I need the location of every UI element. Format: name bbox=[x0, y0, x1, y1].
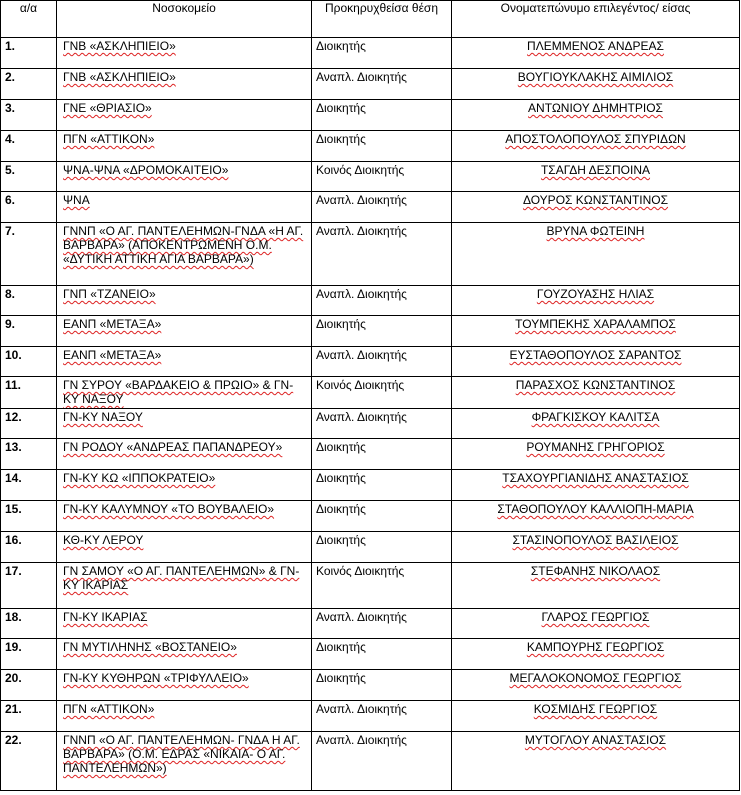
row-number: 7. bbox=[1, 223, 57, 286]
hospital-cell: ΨΝΑ bbox=[57, 192, 312, 223]
appointee-name-cell: ΣΤΕΦΑΝΗΣ ΝΙΚΟΛΑΟΣ bbox=[452, 563, 740, 609]
table-row bbox=[1, 501, 740, 532]
appointee-name-cell: ΕΥΣΤΑΘΟΠΟΥΛΟΣ ΣΑΡΑΝΤΟΣ bbox=[452, 347, 740, 377]
row-number: 13. bbox=[1, 439, 57, 470]
row-number: 2. bbox=[1, 69, 57, 100]
header-hospital: Νοσοκομείο bbox=[57, 1, 312, 38]
appointee-name-cell: ΑΝΤΩΝΙΟΥ ΔΗΜΗΤΡΙΟΣ bbox=[452, 100, 740, 131]
appointee-name-cell: ΤΣΑΧΟΥΡΓΙΑΝΙΔΗΣ ΑΝΑΣΤΑΣΙΟΣ bbox=[452, 470, 740, 501]
position-cell: Αναπλ. Διοικητής bbox=[312, 732, 452, 791]
row-number: 3. bbox=[1, 100, 57, 131]
appointee-name-cell: ΜΥΤΟΓΛΟΥ ΑΝΑΣΤΑΣΙΟΣ bbox=[452, 732, 740, 791]
table-row bbox=[1, 639, 740, 670]
appointee-name-cell: ΦΡΑΓΚΙΣΚΟΥ ΚΑΛΙΤΣΑ bbox=[452, 409, 740, 439]
appointee-name-cell: ΑΠΟΣΤΟΛΟΠΟΥΛΟΣ ΣΠΥΡΙΔΩΝ bbox=[452, 131, 740, 162]
position-cell: Αναπλ. Διοικητής bbox=[312, 192, 452, 223]
row-number: 9. bbox=[1, 316, 57, 347]
table-row bbox=[1, 223, 740, 286]
appointee-name-cell: ΚΑΜΠΟΥΡΗΣ ΓΕΩΡΓΙΟΣ bbox=[452, 639, 740, 670]
position-cell: Αναπλ. Διοικητής bbox=[312, 223, 452, 286]
row-number: 20. bbox=[1, 670, 57, 701]
header-row bbox=[1, 1, 740, 38]
position-cell: Διοικητής bbox=[312, 532, 452, 563]
hospital-cell: ΓΝ-ΚΥ ΚΥΘΗΡΩΝ «ΤΡΙΦΥΛΛΕΙΟ» bbox=[57, 670, 312, 701]
appointee-name-cell: ΤΟΥΜΠΕΚΗΣ ΧΑΡΑΛΑΜΠΟΣ bbox=[452, 316, 740, 347]
table-row bbox=[1, 701, 740, 732]
appointee-name-cell: ΡΟΥΜΑΝΗΣ ΓΡΗΓΟΡΙΟΣ bbox=[452, 439, 740, 470]
hospital-cell: ΓΝΝΠ «Ο ΑΓ. ΠΑΝΤΕΛΕΗΜΩΝ- ΓΝΔΑ Η ΑΓ. ΒΑΡΒΑΡΑ» (Ο.Μ. ΕΔΡΑΣ «ΝΙΚΑΙΑ- Ο ΑΓ. ΠΑΝΤΕΛΕΗΜΩΝ») bbox=[57, 732, 312, 791]
appointee-name-cell: ΠΑΡΑΣΧΟΣ ΚΩΝΣΤΑΝΤΙΝΟΣ bbox=[452, 377, 740, 409]
position-cell: Αναπλ. Διοικητής bbox=[312, 609, 452, 639]
table-row bbox=[1, 670, 740, 701]
appointee-name-cell: ΤΣΑΓΔΗ ΔΕΣΠΟΙΝΑ bbox=[452, 162, 740, 192]
hospital-cell: ΠΓΝ «ΑΤΤΙΚΟΝ» bbox=[57, 701, 312, 732]
position-cell: Διοικητής bbox=[312, 131, 452, 162]
position-cell: Διοικητής bbox=[312, 316, 452, 347]
hospital-cell: ΚΘ-ΚΥ ΛΕΡΟΥ bbox=[57, 532, 312, 563]
appointee-name-cell: ΔΟΥΡΟΣ ΚΩΝΣΤΑΝΤΙΝΟΣ bbox=[452, 192, 740, 223]
hospital-cell: ΕΑΝΠ «ΜΕΤΑΞΑ» bbox=[57, 347, 312, 377]
row-number: 4. bbox=[1, 131, 57, 162]
position-cell: Αναπλ. Διοικητής bbox=[312, 701, 452, 732]
position-cell: Διοικητής bbox=[312, 38, 452, 69]
position-cell: Αναπλ. Διοικητής bbox=[312, 347, 452, 377]
hospital-cell: ΓΝΒ «ΑΣΚΛΗΠΙΕΙΟ» bbox=[57, 38, 312, 69]
hospital-cell: ΓΝ-ΚΥ ΙΚΑΡΙΑΣ bbox=[57, 609, 312, 639]
row-number: 17. bbox=[1, 563, 57, 609]
table-row bbox=[1, 100, 740, 131]
row-number: 22. bbox=[1, 732, 57, 791]
row-number: 21. bbox=[1, 701, 57, 732]
position-cell: Αναπλ. Διοικητής bbox=[312, 69, 452, 100]
row-number: 8. bbox=[1, 286, 57, 316]
hospital-cell: ΓΝΝΠ «Ο ΑΓ. ΠΑΝΤΕΛΕΗΜΩΝ-ΓΝΔΑ «Η ΑΓ. ΒΑΡΒΑΡΑ» (ΑΠΟΚΕΝΤΡΩΜΕΝΗ Ο.Μ. «ΔΥΤΙΚΗ ΑΤΤΙΚΗ ΑΓΙΑ ΒΑΡΒΑΡΑ») bbox=[57, 223, 312, 286]
hospital-cell: ΓΝ ΜΥΤΙΛΗΝΗΣ «ΒΟΣΤΑΝΕΙΟ» bbox=[57, 639, 312, 670]
row-number: 1. bbox=[1, 38, 57, 69]
position-cell: Διοικητής bbox=[312, 639, 452, 670]
appointee-name-cell: ΜΕΓΑΛΟΚΟΝΟΜΟΣ ΓΕΩΡΓΙΟΣ bbox=[452, 670, 740, 701]
table-row bbox=[1, 732, 740, 791]
position-cell: Διοικητής bbox=[312, 470, 452, 501]
row-number: 18. bbox=[1, 609, 57, 639]
position-cell: Κοινός Διοικητής bbox=[312, 377, 452, 409]
table-row bbox=[1, 192, 740, 223]
row-number: 11. bbox=[1, 377, 57, 409]
table-row bbox=[1, 532, 740, 563]
table-row bbox=[1, 377, 740, 409]
appointee-name-cell: ΓΛΑΡΟΣ ΓΕΩΡΓΙΟΣ bbox=[452, 609, 740, 639]
position-cell: Διοικητής bbox=[312, 100, 452, 131]
header-position: Προκηρυχθείσα θέση bbox=[312, 1, 452, 38]
hospital-cell: ΓΝ ΡΟΔΟΥ «ΑΝΔΡΕΑΣ ΠΑΠΑΝΔΡΕΟΥ» bbox=[57, 439, 312, 470]
table-row bbox=[1, 563, 740, 609]
appointee-name-cell: ΠΛΕΜΜΕΝΟΣ ΑΝΔΡΕΑΣ bbox=[452, 38, 740, 69]
header-name: Ονοματεπώνυμο επιλεγέντος/ είσας bbox=[452, 1, 740, 38]
position-cell: Διοικητής bbox=[312, 501, 452, 532]
position-cell: Κοινός Διοικητής bbox=[312, 162, 452, 192]
hospital-cell: ΓΝ-ΚΥ ΝΑΞΟΥ bbox=[57, 409, 312, 439]
hospital-cell: ΓΝ-ΚΥ ΚΩ «ΙΠΠΟΚΡΑΤΕΙΟ» bbox=[57, 470, 312, 501]
hospital-cell: ΓΝΒ «ΑΣΚΛΗΠΙΕΙΟ» bbox=[57, 69, 312, 100]
table-row bbox=[1, 347, 740, 377]
hospital-cell: ΓΝ-ΚΥ ΚΑΛΥΜΝΟΥ «ΤΟ ΒΟΥΒΑΛΕΙΟ» bbox=[57, 501, 312, 532]
table-row bbox=[1, 38, 740, 69]
table-row bbox=[1, 69, 740, 100]
row-number: 6. bbox=[1, 192, 57, 223]
header-num: α/α bbox=[1, 1, 57, 38]
row-number: 16. bbox=[1, 532, 57, 563]
row-number: 10. bbox=[1, 347, 57, 377]
table-row bbox=[1, 316, 740, 347]
table-row bbox=[1, 286, 740, 316]
row-number: 14. bbox=[1, 470, 57, 501]
row-number: 15. bbox=[1, 501, 57, 532]
hospital-cell: ΓΝΠ «ΤΖΑΝΕΙΟ» bbox=[57, 286, 312, 316]
hospital-cell: ΓΝ ΣΥΡΟΥ «ΒΑΡΔΑΚΕΙΟ & ΠΡΩΙΟ» & ΓΝ-ΚΥ ΝΑΞΟΥ bbox=[57, 377, 312, 409]
appointee-name-cell: ΓΟΥΖΟΥΑΣΗΣ ΗΛΙΑΣ bbox=[452, 286, 740, 316]
appointee-name-cell: ΣΤΑΘΟΠΟΥΛΟΥ ΚΑΛΛΙΟΠΗ-ΜΑΡΙΑ bbox=[452, 501, 740, 532]
table-row bbox=[1, 409, 740, 439]
hospital-cell: ΓΝΕ «ΘΡΙΑΣΙΟ» bbox=[57, 100, 312, 131]
position-cell: Διοικητής bbox=[312, 439, 452, 470]
position-cell: Αναπλ. Διοικητής bbox=[312, 286, 452, 316]
row-number: 19. bbox=[1, 639, 57, 670]
appointee-name-cell: ΒΟΥΓΙΟΥΚΛΑΚΗΣ ΑΙΜΙΛΙΟΣ bbox=[452, 69, 740, 100]
hospital-cell: ΨΝΑ-ΨΝΑ «ΔΡΟΜΟΚΑΙΤΕΙΟ» bbox=[57, 162, 312, 192]
table-row bbox=[1, 439, 740, 470]
hospital-cell: ΕΑΝΠ «ΜΕΤΑΞΑ» bbox=[57, 316, 312, 347]
hospital-cell: ΓΝ ΣΑΜΟΥ «Ο ΑΓ. ΠΑΝΤΕΛΕΗΜΩΝ» & ΓΝ-ΚΥ ΙΚΑΡΙΑΣ bbox=[57, 563, 312, 609]
appointee-name-cell: ΚΟΣΜΙΔΗΣ ΓΕΩΡΓΙΟΣ bbox=[452, 701, 740, 732]
table-row bbox=[1, 131, 740, 162]
position-cell: Κοινός Διοικητής bbox=[312, 563, 452, 609]
hospital-cell: ΠΓΝ «ΑΤΤΙΚΟΝ» bbox=[57, 131, 312, 162]
position-cell: Αναπλ. Διοικητής bbox=[312, 409, 452, 439]
row-number: 5. bbox=[1, 162, 57, 192]
table-row bbox=[1, 470, 740, 501]
table-row bbox=[1, 609, 740, 639]
position-cell: Διοικητής bbox=[312, 670, 452, 701]
appointee-name-cell: ΒΡΥΝΑ ΦΩΤΕΙΝΗ bbox=[452, 223, 740, 286]
row-number: 12. bbox=[1, 409, 57, 439]
appointee-name-cell: ΣΤΑΣΙΝΟΠΟΥΛΟΣ ΒΑΣΙΛΕΙΟΣ bbox=[452, 532, 740, 563]
table-row bbox=[1, 162, 740, 192]
